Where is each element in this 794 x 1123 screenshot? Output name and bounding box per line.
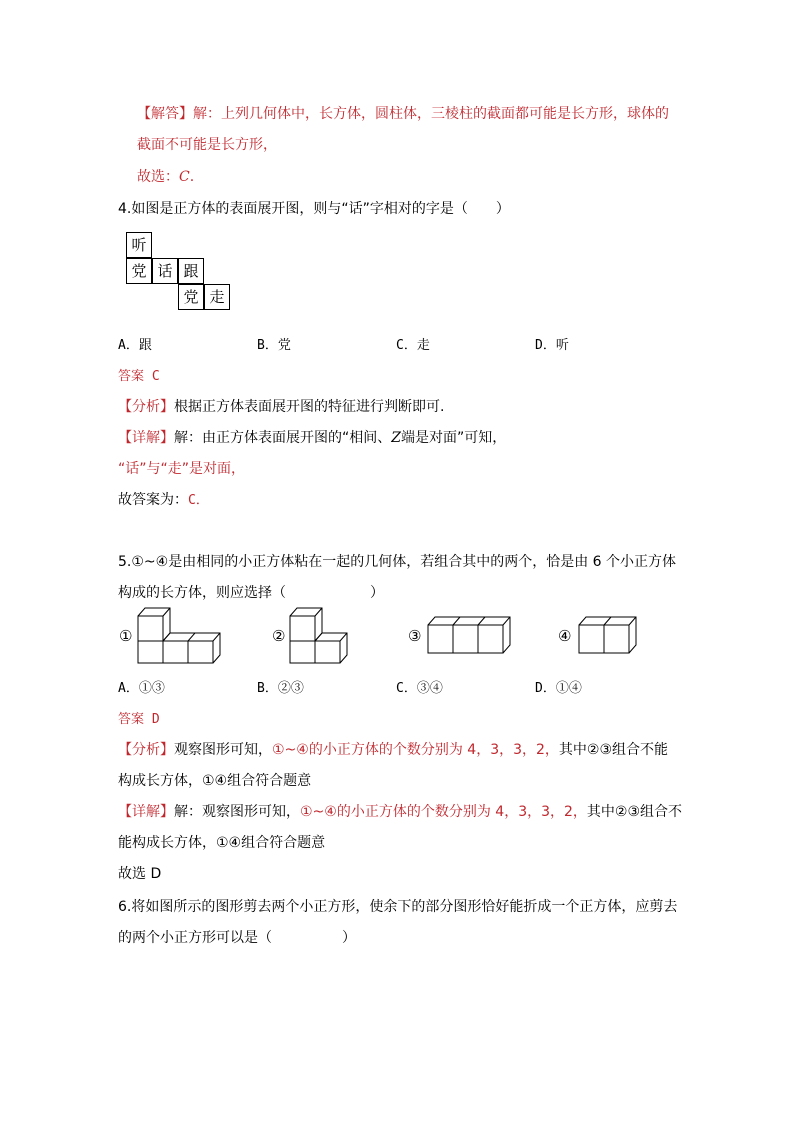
q6-stem-line2: 的两个小正方形可以是（ ） — [118, 930, 356, 946]
net-cell: 党 — [126, 258, 152, 284]
q5-answer: 答案 D — [118, 712, 160, 727]
net-cell: 话 — [152, 258, 178, 284]
q5-detail-text-b: ①~④的小正方体的个数分别为 4，3，3，2， — [300, 804, 587, 820]
net-cell: 党 — [178, 284, 204, 310]
q4-conclusion-prefix: 故答案为： — [118, 492, 188, 508]
net-cell: 走 — [204, 284, 230, 310]
q5-detail-text-a: 解：观察图形可知， — [174, 804, 300, 820]
q5-figure-label: ② — [272, 627, 286, 645]
q4-detail-tag: 【详解】 — [118, 430, 174, 446]
net-cell: 听 — [126, 232, 152, 258]
q4-detail — [118, 427, 506, 447]
q5-option-c: C．③④ — [396, 681, 443, 696]
q5-detail-tag: 【详解】 — [118, 804, 174, 820]
q5-figure-label: ④ — [558, 627, 572, 645]
q4-analysis — [118, 396, 444, 416]
q5-option-d: D．①④ — [535, 681, 582, 696]
q3-conclusion-choice: C — [179, 169, 190, 185]
q5-detail-line2: 能构成长方体，①④组合符合题意 — [118, 835, 326, 851]
q6-stem-line1: 6.将如图所示的图形剪去两个小正方形，使余下的部分图形恰好能折成一个正方体，应剪去 — [118, 899, 678, 915]
q4-conclusion-value: C． — [188, 493, 209, 508]
q4-option-b: B．党 — [257, 338, 291, 353]
q4-detail-line2: “话”与“走”是对面， — [118, 461, 246, 477]
q4-analysis-text: 根据正方体表面展开图的特征进行判断即可. — [174, 399, 445, 415]
q5-detail-text-c: 其中②③组合不 — [586, 804, 683, 820]
q5-figure-1 — [137, 605, 221, 665]
q3-conclusion-suffix: . — [189, 169, 195, 185]
q5-analysis-text-a: 观察图形可知， — [174, 742, 272, 758]
q5-detail — [118, 801, 682, 821]
q3-conclusion-prefix: 故选： — [137, 169, 179, 185]
q5-analysis-text-c: 其中②③组合不能 — [558, 742, 669, 758]
q5-figure-2 — [289, 605, 349, 665]
q5-option-b: B．②③ — [257, 681, 304, 696]
q5-stem-line2: 构成的长方体，则应选择（ ） — [118, 585, 384, 601]
q3-conclusion — [137, 166, 194, 186]
q3-answer-text1: 解：上列几何体中，长方体，圆柱体，三棱柱的截面都可能是长方形，球体的 — [193, 106, 669, 122]
q4-conclusion — [118, 489, 209, 509]
q5-stem-line1: 5.①~④是由相同的小正方体粘在一起的几何体，若组合其中的两个，恰是由 6 个小正方体 — [118, 554, 676, 570]
q5-analysis-text-b: ①~④的小正方体的个数分别为 4，3，3，2， — [272, 742, 559, 758]
q4-stem: 4.如图是正方体的表面展开图，则与“话”字相对的字是（ ） — [118, 201, 510, 217]
q3-answer-line2: 截面不可能是长方形， — [137, 137, 277, 153]
q4-option-c: C．走 — [396, 338, 430, 353]
q4-detail-z: Z — [391, 430, 401, 446]
q5-figure-label: ① — [119, 627, 133, 645]
q5-option-a: A．①③ — [118, 681, 165, 696]
q4-detail-text-a: 解：由正方体表面展开图的“相间、 — [174, 430, 392, 446]
q4-detail-text-b: 端是对面”可知， — [401, 430, 507, 446]
q4-answer: 答案 C — [118, 369, 160, 384]
q4-option-d: D．听 — [535, 338, 569, 353]
q4-analysis-tag: 【分析】 — [118, 399, 174, 415]
q5-analysis — [118, 739, 668, 759]
q5-analysis-line2: 构成长方体，①④组合符合题意 — [118, 773, 312, 789]
q5-figure-label: ③ — [408, 627, 422, 645]
net-cell: 跟 — [178, 258, 204, 284]
q4-option-a: A．跟 — [118, 338, 152, 353]
q5-conclusion: 故选 D — [118, 866, 162, 882]
q5-figure-4 — [578, 616, 638, 656]
q5-analysis-tag: 【分析】 — [118, 742, 174, 758]
q3-answer-tag: 【解答】 — [137, 106, 193, 122]
q3-answer-line1 — [137, 103, 669, 123]
q5-figure-3 — [427, 616, 511, 656]
